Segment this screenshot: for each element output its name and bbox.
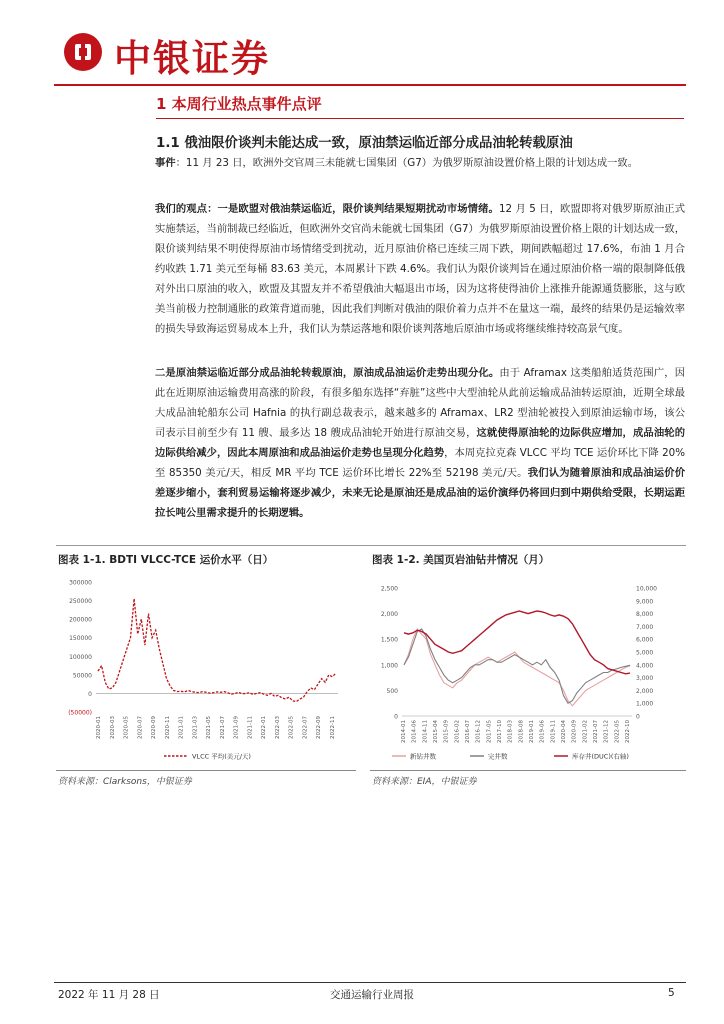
x-tick-label: 2016-12	[475, 720, 482, 743]
viewpoint-2-text-a: 由于 Aframax 这类船舶适货范围广，因此在近期原油运输费用高涨的阶段，有很多船东选择“弃脏”这些中大型油轮从此前运输成品油转运原油，近期全球最大成品油轮船东公司 Hafnia 的执行副总裁表示，越来越多的 Aframax、LR2 型油轮被投入到原油运输市场，该公司表示目前至少有 11 艘、最多达 18 艘成品油轮开始进行原油交易，	[155, 367, 685, 439]
x-tick-label: 2022-03	[274, 716, 281, 739]
figure-1-source-rule	[56, 770, 356, 771]
y-right-tick-label: 0	[636, 713, 640, 721]
header-rule	[54, 84, 686, 86]
x-tick-label: 2015-09	[443, 720, 450, 743]
event-paragraph	[155, 153, 685, 173]
x-tick-label: 2018-03	[507, 720, 514, 743]
y-right-tick-label: 9,000	[636, 598, 654, 606]
viewpoint-paragraph-2	[155, 363, 685, 523]
x-tick-label: 2016-02	[454, 720, 461, 743]
y-right-tick-label: 2,000	[636, 687, 654, 695]
x-tick-label: 2019-06	[539, 720, 546, 743]
y-right-tick-label: 3,000	[636, 675, 654, 683]
y-left-tick-label: 1,500	[380, 636, 398, 644]
figure-1-title: 图表 1-1. BDTI VLCC-TCE 运价水平（日）	[58, 554, 274, 566]
figure-2-source: 资料来源：EIA，中银证券	[372, 777, 477, 787]
x-tick-label: 2021-02	[582, 720, 589, 743]
x-tick-label: 2022-05	[614, 720, 621, 743]
y-right-tick-label: 5,000	[636, 649, 654, 657]
viewpoint-paragraph-1	[155, 199, 685, 339]
viewpoint-2-emphasis-b: 我们认为随着原油和成品油运价价差逐步缩小，套利贸易运输将逐步减少，未来无论是原油还是成品油的运价演绎仍将回归到中期供给受限，长期运距拉长吨公里需求提升的长期逻辑。	[155, 467, 685, 519]
x-tick-label: 2022-09	[316, 716, 323, 739]
x-tick-label: 2018-08	[518, 720, 525, 743]
y-left-tick-label: 2,500	[380, 585, 398, 593]
legend-label-2: 库存井(DUC)(右轴)	[572, 752, 629, 761]
viewpoint-1-text: 12 月 5 日，欧盟即将对俄罗斯原油正式实施禁运，当前制裁已经临近，但欧洲外交官尚未能就七国集团（G7）为俄罗斯原油设置价格上限的计划达成一致，限价谈判结果不明使得原油市场情绪受到扰动，近月原油价格已连续三周下跌，期间跌幅超过 17.6%，布油 1 月合约收跌 1.71 美元至每桶 83.63 美元，本周累计下跌 4.6%。我们认为限价谈判旨在通过原油价格一端的限制降低俄对外出口原油的收入，欧盟及其盟友并不希望俄油大幅退出市场，因为这将使得油价上涨推升能源通货膨胀，这与欧美当前极力控制通胀的政策背道而驰，因此我们判断对俄油的限价着力点并不在量这一端，最终的结果仍是运输效率的损失导致海运贸易成本上升，我们认为禁运落地和限价谈判落地后原油市场或将继续维持较高景气度。	[155, 203, 685, 335]
y-left-tick-label: 2,000	[380, 611, 398, 619]
legend-label-0: 新钻井数	[410, 752, 436, 761]
y-left-tick-label: 0	[394, 713, 398, 721]
y-tick-label: 250000	[69, 598, 92, 606]
legend-label: VLCC 平均(美元/天)	[192, 752, 251, 761]
x-tick-label: 2020-07	[137, 716, 144, 739]
y-tick-label: 0	[88, 690, 92, 698]
x-tick-label: 2020-11	[164, 716, 171, 739]
x-tick-label: 2022-11	[330, 716, 336, 739]
x-tick-label: 2022-07	[302, 716, 309, 739]
x-tick-label: 2022-05	[288, 716, 295, 739]
vlcc-tce-chart	[56, 570, 356, 770]
figure-2-title: 图表 1-2. 美国页岩油钻井情况（月）	[372, 554, 550, 566]
y-right-tick-label: 6,000	[636, 636, 654, 644]
footer-rule	[54, 982, 686, 983]
x-tick-label: 2020-09	[151, 716, 158, 739]
section-title: 1 本周行业热点事件点评	[156, 95, 322, 113]
x-tick-label: 2019-01	[529, 720, 535, 743]
y-right-tick-label: 4,000	[636, 662, 654, 670]
x-tick-label: 2021-03	[192, 716, 199, 739]
viewpoint-1-lead: 我们的观点：一是欧盟对俄油禁运临近，限价谈判结果短期扰动市场情绪。	[155, 203, 499, 215]
y-tick-label: 100000	[69, 653, 92, 661]
event-text: ：11 月 23 日，欧洲外交官周三未能就七国集团（G7）为俄罗斯原油设置价格上限的计划达成一致。	[175, 157, 639, 169]
footer-date: 2022 年 11 月 28 日	[58, 989, 160, 1001]
x-tick-label: 2015-04	[433, 720, 439, 743]
x-tick-label: 2021-09	[233, 716, 240, 739]
footer-report-title: 交通运输行业周报	[330, 989, 414, 1001]
y-right-tick-label: 1,000	[636, 700, 654, 708]
x-tick-label: 2020-03	[109, 716, 116, 739]
series-line-1	[404, 629, 630, 703]
y-tick-label: 50000	[72, 672, 92, 680]
x-tick-label: 2017-10	[497, 720, 503, 743]
y-right-tick-label: 10,000	[636, 585, 657, 593]
x-tick-label: 2021-11	[247, 716, 254, 739]
x-tick-label: 2020-05	[123, 716, 130, 739]
event-label: 事件	[155, 157, 176, 169]
x-tick-label: 2017-05	[486, 720, 493, 743]
viewpoint-2-emphasis-a: 这就使得原油轮的边际供应增加，成品油轮的边际供给减少，因此本周原油和成品油运价走势也呈现分化趋势	[155, 427, 686, 459]
subsection-title: 1.1 俄油限价谈判未能达成一致，原油禁运临近部分成品油轮转载原油	[156, 136, 573, 151]
x-tick-label: 2014-01	[401, 720, 407, 743]
x-tick-label: 2021-12	[603, 720, 610, 743]
figure-divider	[56, 545, 686, 546]
x-tick-label: 2014-11	[422, 720, 429, 743]
x-tick-label: 2016-07	[465, 720, 471, 743]
viewpoint-2-lead: 二是原油禁运临近部分成品油轮转载原油，原油成品油运价走势出现分化。	[155, 367, 500, 379]
page-number: 5	[668, 987, 675, 999]
x-tick-label: 2020-09	[571, 720, 578, 743]
x-tick-label: 2019-11	[550, 720, 557, 743]
x-tick-label: 2014-06	[411, 720, 418, 743]
x-tick-label: 2021-01	[178, 716, 185, 739]
viewpoint-2-text-b: ，本周克拉克森 VLCC 平均 TCE 运价环比下降 20%至 85350 美元/天，相反 MR 平均 TCE 运价环比增长 22%至 52198 美元/天。	[155, 447, 686, 479]
x-tick-label: 2021-07	[219, 716, 226, 739]
figure-2-source-rule	[370, 770, 686, 771]
x-tick-label: 2021-07	[593, 720, 599, 743]
y-tick-label: 300000	[69, 579, 92, 587]
y-tick-label: 200000	[69, 616, 92, 624]
y-left-tick-label: 500	[386, 687, 398, 695]
x-tick-label: 2020-01	[96, 716, 102, 739]
x-tick-label: 2022-10	[625, 720, 631, 743]
series-line-0	[404, 629, 630, 706]
series-line-vlcc	[98, 599, 336, 702]
legend-label-1: 完井数	[488, 752, 508, 761]
section-rule	[156, 118, 684, 119]
y-tick-label: 150000	[69, 635, 92, 643]
x-tick-label: 2020-04	[561, 720, 567, 743]
y-left-tick-label: 1,000	[380, 662, 398, 670]
x-tick-label: 2022-01	[261, 716, 268, 739]
brand-logo-icon	[64, 33, 102, 71]
y-right-tick-label: 8,000	[636, 611, 654, 619]
figure-1-source: 资料来源：Clarksons，中银证券	[58, 777, 192, 787]
x-tick-label: 2021-05	[206, 716, 213, 739]
brand-name: 中银证券	[114, 36, 270, 80]
shale-drilling-chart	[370, 570, 686, 770]
y-tick-label: (50000)	[68, 709, 92, 717]
y-right-tick-label: 7,000	[636, 623, 654, 631]
